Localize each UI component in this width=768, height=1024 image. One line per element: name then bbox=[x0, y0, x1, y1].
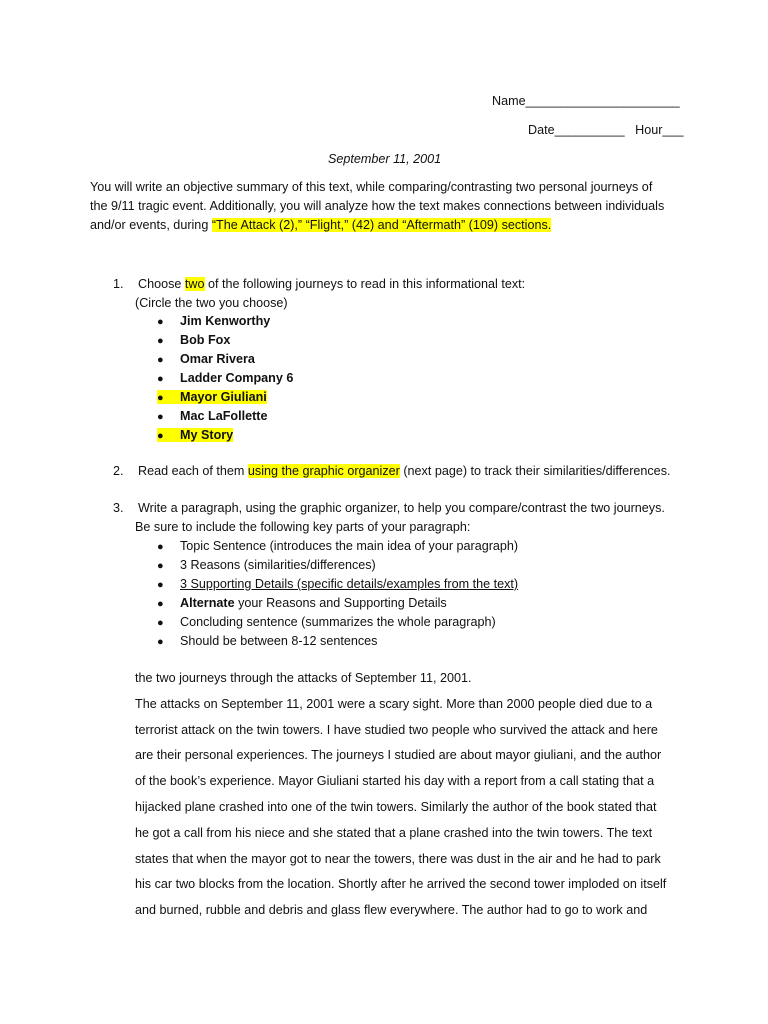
part-concluding-sentence: ● Concluding sentence (summarizes the whole paragraph) bbox=[157, 613, 518, 632]
journey-item-my-story: ● My Story bbox=[157, 426, 293, 445]
intro-line-1: You will write an objective summary of this text, while comparing/contrasting two personal journeys of bbox=[90, 180, 653, 194]
intro-line-3 bbox=[90, 216, 551, 235]
journey-list bbox=[157, 312, 293, 445]
step-3 bbox=[113, 499, 665, 518]
part-sentence-count: ● Should be between 8-12 sentences bbox=[157, 632, 518, 651]
step-1-pre: Choose bbox=[138, 277, 185, 291]
essay-line: terrorist attack on the twin towers. I have studied two people who survived the attack and here bbox=[135, 722, 658, 737]
bullet-icon: ● bbox=[157, 335, 164, 347]
essay-line: The attacks on September 11, 2001 were a scary sight. More than 2000 people died due to a bbox=[135, 696, 653, 711]
journey-item-bob-fox: ● Bob Fox bbox=[157, 331, 293, 350]
bullet-icon: ● bbox=[157, 373, 164, 385]
step-2-pre: Read each of them bbox=[138, 464, 248, 478]
journey-item-mayor-giuliani: ● Mayor Giuliani bbox=[157, 388, 293, 407]
date-field-label bbox=[528, 121, 683, 140]
intro-sections-highlight: “The Attack (2),” “Flight,” (42) and “Aftermath” (109) sections. bbox=[211, 218, 552, 232]
hour-label: Hour___ bbox=[635, 123, 684, 137]
date-label: Date__________ bbox=[528, 123, 625, 137]
journey-item-jim-kenworthy: ● Jim Kenworthy bbox=[157, 312, 293, 331]
step-2-number: 2. bbox=[113, 464, 124, 478]
essay-line: he got a call from his niece and she stated that a plane crashed into the twin towers. The text bbox=[135, 825, 653, 840]
bullet-icon: ● bbox=[157, 392, 164, 404]
document-title: September 11, 2001 bbox=[328, 152, 442, 166]
bullet-icon: ● bbox=[157, 541, 164, 553]
step-2-post: (next page) to track their similarities/differences. bbox=[399, 464, 671, 478]
journey-item-mac-lafollette: ● Mac LaFollette bbox=[157, 407, 293, 426]
bullet-icon: ● bbox=[157, 579, 164, 591]
essay-line: of the book’s experience. Mayor Giuliani started his day with a report from a call stating that a bbox=[135, 774, 655, 789]
bullet-icon: ● bbox=[157, 430, 164, 442]
name-field-label: Name______________________ bbox=[492, 94, 680, 108]
journey-item-omar-rivera: ● Omar Rivera bbox=[157, 350, 293, 369]
essay-line: states that when the mayor got to near the towers, there was dust in the air and he had to park bbox=[135, 851, 661, 866]
step-1-highlight: two bbox=[184, 277, 205, 291]
step-1-number: 1. bbox=[113, 277, 124, 291]
part-reasons: ● 3 Reasons (similarities/differences) bbox=[157, 556, 518, 575]
step-2 bbox=[113, 462, 671, 481]
bullet-icon: ● bbox=[157, 354, 164, 366]
essay-line: hijacked plane crashed into one of the twin towers. Similarly the author of the book stated that bbox=[135, 799, 657, 814]
step-2-highlight: using the graphic organizer bbox=[247, 464, 400, 478]
journey-item-ladder-company-6: ● Ladder Company 6 bbox=[157, 369, 293, 388]
essay-line: are their personal experiences. The journeys I studied are about mayor giuliani, and the author bbox=[135, 748, 662, 763]
bullet-icon: ● bbox=[157, 411, 164, 423]
intro-line-2: the 9/11 tragic event. Additionally, you will analyze how the text makes connections between individuals bbox=[90, 199, 665, 213]
bullet-icon: ● bbox=[157, 560, 164, 572]
bullet-icon: ● bbox=[157, 617, 164, 629]
paragraph-parts-list bbox=[157, 537, 518, 651]
intro-line-3-text: and/or events, during bbox=[90, 218, 212, 232]
bullet-icon: ● bbox=[157, 316, 164, 328]
bullet-icon: ● bbox=[157, 636, 164, 648]
step-3-line-2: Be sure to include the following key parts of your paragraph: bbox=[135, 520, 471, 534]
essay-line: his car two blocks from the location. Shortly after he arrived the second tower imploded on itself bbox=[135, 877, 667, 892]
step-1-subtitle: (Circle the two you choose) bbox=[135, 296, 288, 310]
step-1-post: of the following journeys to read in this informational text: bbox=[204, 277, 526, 291]
alternate-bold: Alternate bbox=[180, 596, 235, 610]
student-essay bbox=[135, 669, 695, 927]
step-1 bbox=[113, 275, 525, 294]
bullet-icon: ● bbox=[157, 598, 164, 610]
part-topic-sentence: ● Topic Sentence (introduces the main idea of your paragraph) bbox=[157, 537, 518, 556]
step-3-number: 3. bbox=[113, 501, 124, 515]
part-alternate: ● Alternate your Reasons and Supporting Details bbox=[157, 594, 518, 613]
part-supporting-details: ● 3 Supporting Details (specific details/examples from the text) bbox=[157, 575, 518, 594]
essay-line: and burned, rubble and debris and glass flew everywhere. The author had to go to work and bbox=[135, 903, 648, 918]
essay-line: the two journeys through the attacks of September 11, 2001. bbox=[135, 671, 472, 685]
step-3-line-1: Write a paragraph, using the graphic organizer, to help you compare/contrast the two journeys. bbox=[138, 501, 665, 515]
